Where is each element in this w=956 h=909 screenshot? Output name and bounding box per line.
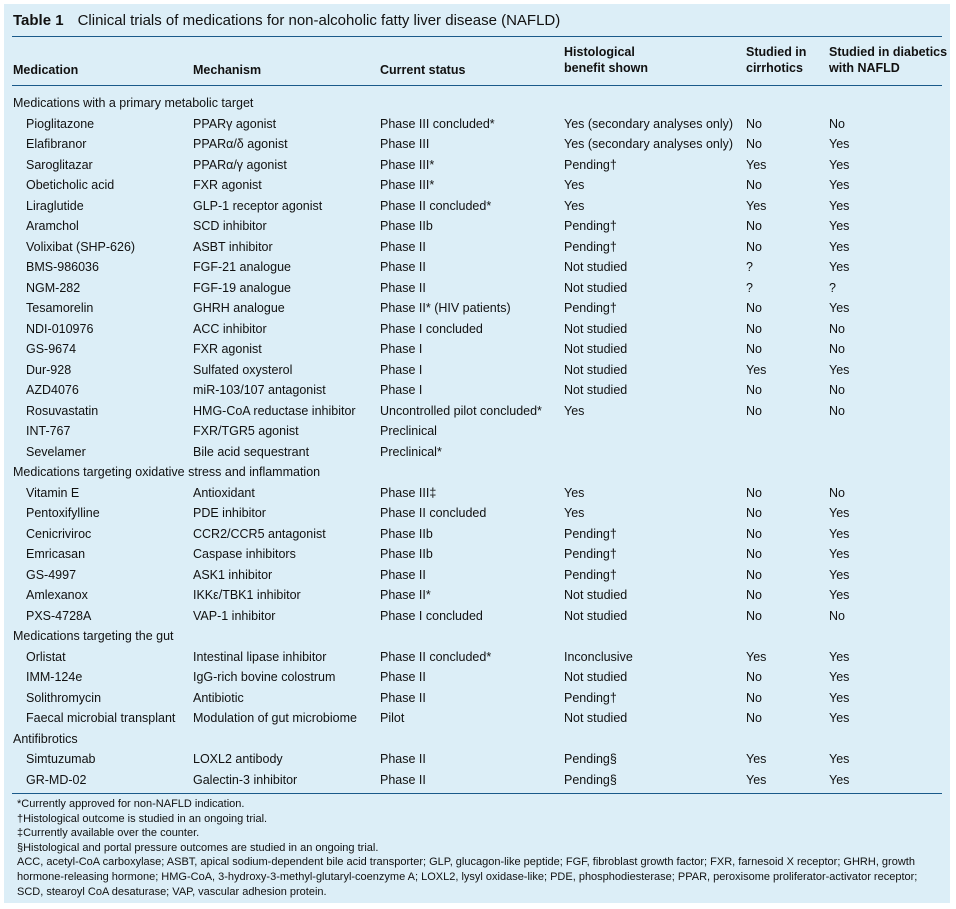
cell-mechanism: PPARγ agonist bbox=[193, 116, 277, 131]
cell-status: Uncontrolled pilot concluded* bbox=[380, 403, 542, 418]
cell-diabetics: Yes bbox=[829, 362, 850, 377]
cell-mechanism: ASK1 inhibitor bbox=[193, 567, 273, 582]
cell-status: Phase II concluded bbox=[380, 506, 487, 520]
header-histological-line1: Histological bbox=[564, 45, 635, 59]
cell-diabetics: No bbox=[829, 321, 845, 336]
table-row bbox=[4, 339, 950, 360]
cell-medication: Saroglitazar bbox=[26, 157, 93, 172]
cell-histological: Yes bbox=[564, 506, 585, 520]
cell-histological: Pending§ bbox=[564, 772, 617, 787]
footer-rule bbox=[12, 793, 942, 794]
table-row bbox=[4, 688, 950, 709]
cell-mechanism: Caspase inhibitors bbox=[193, 547, 296, 561]
cell-histological: Yes bbox=[564, 178, 585, 192]
cell-histological: Pending† bbox=[564, 526, 617, 541]
cell-histological: Yes bbox=[564, 403, 585, 418]
cell-medication: Aramchol bbox=[26, 219, 79, 233]
cell-histological: Pending† bbox=[564, 301, 617, 315]
cell-cirrhotics: No bbox=[746, 670, 762, 684]
cell-diabetics: Yes bbox=[829, 178, 850, 192]
cell-status: Phase II bbox=[380, 239, 426, 254]
cell-cirrhotics: No bbox=[746, 116, 762, 131]
cell-cirrhotics: No bbox=[746, 526, 762, 541]
cell-mechanism: IgG-rich bovine colostrum bbox=[193, 670, 336, 684]
cell-diabetics: No bbox=[829, 608, 845, 623]
header-histological-line2: benefit shown bbox=[564, 61, 649, 75]
cell-diabetics: Yes bbox=[829, 239, 850, 254]
cell-diabetics: Yes bbox=[829, 649, 850, 664]
cell-medication: Simtuzumab bbox=[26, 752, 96, 766]
cell-status: Phase II bbox=[380, 567, 426, 582]
table-row bbox=[4, 319, 950, 340]
table-row bbox=[4, 216, 950, 237]
cell-status: Pilot bbox=[380, 711, 405, 725]
cell-medication: Sevelamer bbox=[26, 444, 86, 459]
cell-cirrhotics: Yes bbox=[746, 362, 767, 377]
header-cirrhotics bbox=[746, 44, 806, 76]
cell-cirrhotics: ? bbox=[746, 280, 753, 295]
section-label: Medications targeting the gut bbox=[13, 629, 174, 643]
cell-histological: Pending† bbox=[564, 239, 617, 254]
cell-status: Phase IIb bbox=[380, 547, 433, 561]
cell-status: Phase II bbox=[380, 772, 426, 787]
table-row bbox=[4, 114, 950, 135]
table-caption: Clinical trials of medications for non-alcoholic fatty liver disease (NAFLD) bbox=[77, 12, 561, 29]
header-rule bbox=[12, 85, 942, 86]
cell-cirrhotics: No bbox=[746, 137, 762, 151]
cell-histological: Not studied bbox=[564, 670, 628, 684]
cell-status: Phase I bbox=[380, 362, 423, 377]
header-diabetics-line2: with NAFLD bbox=[829, 61, 900, 75]
cell-status: Phase I concluded bbox=[380, 321, 483, 336]
cell-status: Phase II bbox=[380, 752, 426, 766]
cell-mechanism: IKKε/TBK1 inhibitor bbox=[193, 588, 301, 602]
cell-cirrhotics: No bbox=[746, 588, 762, 602]
cell-cirrhotics: No bbox=[746, 690, 762, 705]
cell-diabetics: Yes bbox=[829, 547, 850, 561]
section-row bbox=[4, 462, 950, 483]
table-row bbox=[4, 278, 950, 299]
table-row bbox=[4, 524, 950, 545]
table-row bbox=[4, 401, 950, 422]
cell-mechanism: Antibiotic bbox=[193, 690, 244, 705]
section-label: Antifibrotics bbox=[13, 731, 78, 746]
cell-cirrhotics: No bbox=[746, 321, 762, 336]
cell-medication: IMM-124e bbox=[26, 670, 83, 684]
table-number: Table 1 bbox=[13, 12, 64, 29]
footnote-abbreviations: ACC, acetyl-CoA carboxylase; ASBT, apical sodium-dependent bile acid transporter; GLP, glucagon-like peptide; FGF, fibroblast growth factor; FXR, farnesoid X receptor; GHRH, growth hormone-releasing hormone; HMG-CoA, 3-hydroxy-3-methyl-glutaryl-coenzyme A; LOXL2, lysyl oxidase-like; PDE, phosphodiesterase; PPAR, peroxisome proliferator-activator receptor; SCD, stearoyl CoA desaturase; VAP, vascular adhesion protein. bbox=[17, 856, 918, 898]
cell-status: Phase I bbox=[380, 342, 423, 356]
cell-histological: Pending† bbox=[564, 690, 617, 705]
cell-histological: Pending§ bbox=[564, 752, 617, 766]
header-cirrhotics-line2: cirrhotics bbox=[746, 61, 803, 75]
cell-diabetics: Yes bbox=[829, 711, 850, 725]
cell-status: Phase III* bbox=[380, 178, 435, 192]
cell-cirrhotics: No bbox=[746, 178, 762, 192]
cell-cirrhotics: No bbox=[746, 608, 762, 623]
cell-diabetics: No bbox=[829, 403, 845, 418]
cell-medication: NDI-010976 bbox=[26, 321, 94, 336]
cell-status: Phase III* bbox=[380, 157, 435, 172]
cell-medication: Tesamorelin bbox=[26, 301, 94, 315]
cell-cirrhotics: Yes bbox=[746, 157, 767, 172]
cell-status: Phase II concluded* bbox=[380, 649, 492, 664]
cell-cirrhotics: No bbox=[746, 301, 762, 315]
cell-status: Phase II* (HIV patients) bbox=[380, 301, 511, 315]
header-diabetics bbox=[829, 44, 947, 76]
cell-histological: Not studied bbox=[564, 321, 628, 336]
cell-medication: Pentoxifylline bbox=[26, 506, 100, 520]
cell-cirrhotics: No bbox=[746, 342, 762, 356]
cell-mechanism: LOXL2 antibody bbox=[193, 752, 283, 766]
cell-medication: INT-767 bbox=[26, 424, 71, 438]
cell-histological: Pending† bbox=[564, 157, 617, 172]
table-row bbox=[4, 606, 950, 627]
cell-cirrhotics: No bbox=[746, 547, 762, 561]
cell-medication: Cenicriviroc bbox=[26, 526, 92, 541]
cell-medication: GS-4997 bbox=[26, 567, 77, 582]
cell-cirrhotics: No bbox=[746, 383, 762, 397]
cell-status: Phase III bbox=[380, 137, 430, 151]
cell-diabetics: No bbox=[829, 485, 845, 500]
cell-diabetics: Yes bbox=[829, 567, 850, 582]
top-rule bbox=[12, 36, 942, 37]
table-row bbox=[4, 503, 950, 524]
cell-mechanism: FXR agonist bbox=[193, 342, 262, 356]
cell-medication: Rosuvastatin bbox=[26, 403, 99, 418]
cell-mechanism: PPARα/δ agonist bbox=[193, 137, 288, 151]
cell-mechanism: PDE inhibitor bbox=[193, 506, 266, 520]
cell-status: Preclinical bbox=[380, 424, 437, 438]
footnote-dagger: †Histological outcome is studied in an ongoing trial. bbox=[17, 812, 268, 825]
cell-mechanism: CCR2/CCR5 antagonist bbox=[193, 526, 326, 541]
cell-cirrhotics: Yes bbox=[746, 752, 767, 766]
cell-histological: Yes bbox=[564, 198, 585, 213]
cell-diabetics: Yes bbox=[829, 506, 850, 520]
cell-status: Phase II bbox=[380, 260, 426, 274]
cell-status: Phase II bbox=[380, 280, 426, 295]
cell-histological: Not studied bbox=[564, 260, 628, 274]
cell-diabetics: Yes bbox=[829, 772, 850, 787]
cell-medication: Pioglitazone bbox=[26, 116, 95, 131]
cell-histological: Yes (secondary analyses only) bbox=[564, 116, 734, 131]
cell-mechanism: FXR/TGR5 agonist bbox=[193, 424, 299, 438]
cell-mechanism: FGF-21 analogue bbox=[193, 260, 291, 274]
cell-cirrhotics: ? bbox=[746, 260, 753, 274]
cell-diabetics: Yes bbox=[829, 752, 850, 766]
cell-mechanism: Galectin-3 inhibitor bbox=[193, 772, 298, 787]
cell-cirrhotics: Yes bbox=[746, 772, 767, 787]
cell-medication: NGM-282 bbox=[26, 280, 81, 295]
cell-mechanism: Bile acid sequestrant bbox=[193, 444, 310, 459]
table-row bbox=[4, 298, 950, 319]
cell-mechanism: Sulfated oxysterol bbox=[193, 362, 293, 377]
cell-diabetics: No bbox=[829, 342, 845, 356]
cell-cirrhotics: No bbox=[746, 219, 762, 233]
cell-histological: Yes bbox=[564, 485, 585, 500]
cell-medication: Liraglutide bbox=[26, 198, 84, 213]
cell-mechanism: SCD inhibitor bbox=[193, 219, 267, 233]
cell-diabetics: Yes bbox=[829, 219, 850, 233]
cell-histological: Pending† bbox=[564, 567, 617, 582]
table-row bbox=[4, 483, 950, 504]
cell-medication: BMS-986036 bbox=[26, 260, 99, 274]
table-row bbox=[4, 196, 950, 217]
cell-histological: Yes (secondary analyses only) bbox=[564, 137, 734, 151]
header-medication: Medication bbox=[13, 63, 79, 77]
cell-diabetics: Yes bbox=[829, 137, 850, 151]
cell-medication: Solithromycin bbox=[26, 690, 102, 705]
cell-medication: Faecal microbial transplant bbox=[26, 711, 176, 725]
cell-medication: Amlexanox bbox=[26, 588, 88, 602]
cell-cirrhotics: No bbox=[746, 711, 762, 725]
cell-medication: Vitamin E bbox=[26, 485, 80, 500]
cell-medication: AZD4076 bbox=[26, 383, 79, 397]
cell-status: Phase IIb bbox=[380, 219, 433, 233]
cell-mechanism: Antioxidant bbox=[193, 485, 255, 500]
cell-status: Phase I bbox=[380, 383, 423, 397]
footnote-star: *Currently approved for non-NAFLD indication. bbox=[17, 798, 245, 810]
table-row bbox=[4, 442, 950, 463]
cell-histological: Not studied bbox=[564, 362, 628, 377]
cell-status: Preclinical* bbox=[380, 444, 442, 459]
cell-cirrhotics: No bbox=[746, 239, 762, 254]
table-row bbox=[4, 360, 950, 381]
cell-cirrhotics: No bbox=[746, 485, 762, 500]
table-row bbox=[4, 770, 950, 791]
header-cirrhotics-line1: Studied in bbox=[746, 45, 807, 59]
table-row bbox=[4, 667, 950, 688]
cell-histological: Not studied bbox=[564, 608, 628, 623]
cell-status: Phase II* bbox=[380, 588, 431, 602]
cell-histological: Not studied bbox=[564, 342, 628, 356]
cell-diabetics: Yes bbox=[829, 670, 850, 684]
table-row bbox=[4, 175, 950, 196]
footnote-section: §Histological and portal pressure outcomes are studied in an ongoing trial. bbox=[17, 841, 379, 854]
cell-status: Phase II concluded* bbox=[380, 198, 492, 213]
table-row bbox=[4, 421, 950, 442]
cell-diabetics: Yes bbox=[829, 157, 850, 172]
cell-histological: Pending† bbox=[564, 219, 617, 233]
cell-histological: Not studied bbox=[564, 588, 628, 602]
cell-status: Phase III‡ bbox=[380, 485, 437, 500]
cell-status: Phase I concluded bbox=[380, 608, 483, 623]
cell-status: Phase III concluded* bbox=[380, 116, 495, 131]
header-histological bbox=[564, 44, 648, 76]
cell-cirrhotics: No bbox=[746, 506, 762, 520]
cell-medication: GS-9674 bbox=[26, 342, 77, 356]
table-row bbox=[4, 708, 950, 729]
cell-diabetics: Yes bbox=[829, 588, 850, 602]
cell-medication: Obeticholic acid bbox=[26, 178, 115, 192]
cell-medication: Volixibat (SHP-626) bbox=[26, 239, 136, 254]
table-row bbox=[4, 544, 950, 565]
cell-mechanism: ASBT inhibitor bbox=[193, 239, 273, 254]
cell-status: Phase II bbox=[380, 690, 426, 705]
cell-diabetics: Yes bbox=[829, 526, 850, 541]
cell-status: Phase IIb bbox=[380, 526, 433, 541]
cell-mechanism: Modulation of gut microbiome bbox=[193, 711, 357, 725]
table-panel bbox=[4, 4, 950, 903]
table-row bbox=[4, 257, 950, 278]
cell-mechanism: HMG-CoA reductase inhibitor bbox=[193, 403, 356, 418]
section-row bbox=[4, 626, 950, 647]
footnotes bbox=[17, 797, 942, 899]
table-row bbox=[4, 565, 950, 586]
cell-cirrhotics: Yes bbox=[746, 649, 767, 664]
header-status: Current status bbox=[380, 63, 466, 77]
table-row bbox=[4, 134, 950, 155]
cell-medication: PXS-4728A bbox=[26, 608, 92, 623]
cell-mechanism: FGF-19 analogue bbox=[193, 280, 291, 295]
table-row bbox=[4, 380, 950, 401]
table-row bbox=[4, 749, 950, 770]
cell-histological: Not studied bbox=[564, 711, 628, 725]
cell-medication: Elafibranor bbox=[26, 137, 87, 151]
cell-mechanism: PPARα/γ agonist bbox=[193, 157, 287, 172]
cell-histological: Not studied bbox=[564, 383, 628, 397]
cell-mechanism: Intestinal lipase inhibitor bbox=[193, 649, 327, 664]
cell-diabetics: No bbox=[829, 383, 845, 397]
cell-cirrhotics: Yes bbox=[746, 198, 767, 213]
section-label: Medications with a primary metabolic target bbox=[13, 96, 254, 110]
cell-status: Phase II bbox=[380, 670, 426, 684]
cell-diabetics: No bbox=[829, 116, 845, 131]
cell-diabetics: Yes bbox=[829, 301, 850, 315]
footnote-double-dagger: ‡Currently available over the counter. bbox=[17, 827, 200, 840]
cell-diabetics: Yes bbox=[829, 198, 850, 213]
section-label: Medications targeting oxidative stress and inflammation bbox=[13, 465, 321, 479]
table-row bbox=[4, 237, 950, 258]
cell-mechanism: ACC inhibitor bbox=[193, 321, 267, 336]
cell-medication: Emricasan bbox=[26, 547, 86, 561]
cell-mechanism: VAP-1 inhibitor bbox=[193, 608, 276, 623]
cell-cirrhotics: No bbox=[746, 403, 762, 418]
cell-diabetics: Yes bbox=[829, 260, 850, 274]
section-row bbox=[4, 93, 950, 114]
cell-mechanism: GHRH analogue bbox=[193, 301, 285, 315]
cell-cirrhotics: No bbox=[746, 567, 762, 582]
table-body bbox=[4, 93, 950, 790]
cell-diabetics: Yes bbox=[829, 690, 850, 705]
table-row bbox=[4, 585, 950, 606]
cell-histological: Pending† bbox=[564, 547, 617, 561]
cell-histological: Not studied bbox=[564, 280, 628, 295]
cell-medication: Orlistat bbox=[26, 649, 66, 664]
cell-diabetics: ? bbox=[829, 280, 836, 295]
header-diabetics-line1: Studied in diabetics bbox=[829, 45, 948, 59]
table-title bbox=[13, 12, 560, 29]
cell-medication: GR-MD-02 bbox=[26, 772, 87, 787]
section-row bbox=[4, 729, 950, 750]
cell-histological: Inconclusive bbox=[564, 649, 633, 664]
cell-mechanism: GLP-1 receptor agonist bbox=[193, 198, 323, 213]
table-row bbox=[4, 155, 950, 176]
cell-medication: Dur-928 bbox=[26, 362, 72, 377]
header-mechanism: Mechanism bbox=[193, 63, 262, 77]
table-row bbox=[4, 647, 950, 668]
cell-mechanism: miR-103/107 antagonist bbox=[193, 383, 326, 397]
cell-mechanism: FXR agonist bbox=[193, 178, 262, 192]
